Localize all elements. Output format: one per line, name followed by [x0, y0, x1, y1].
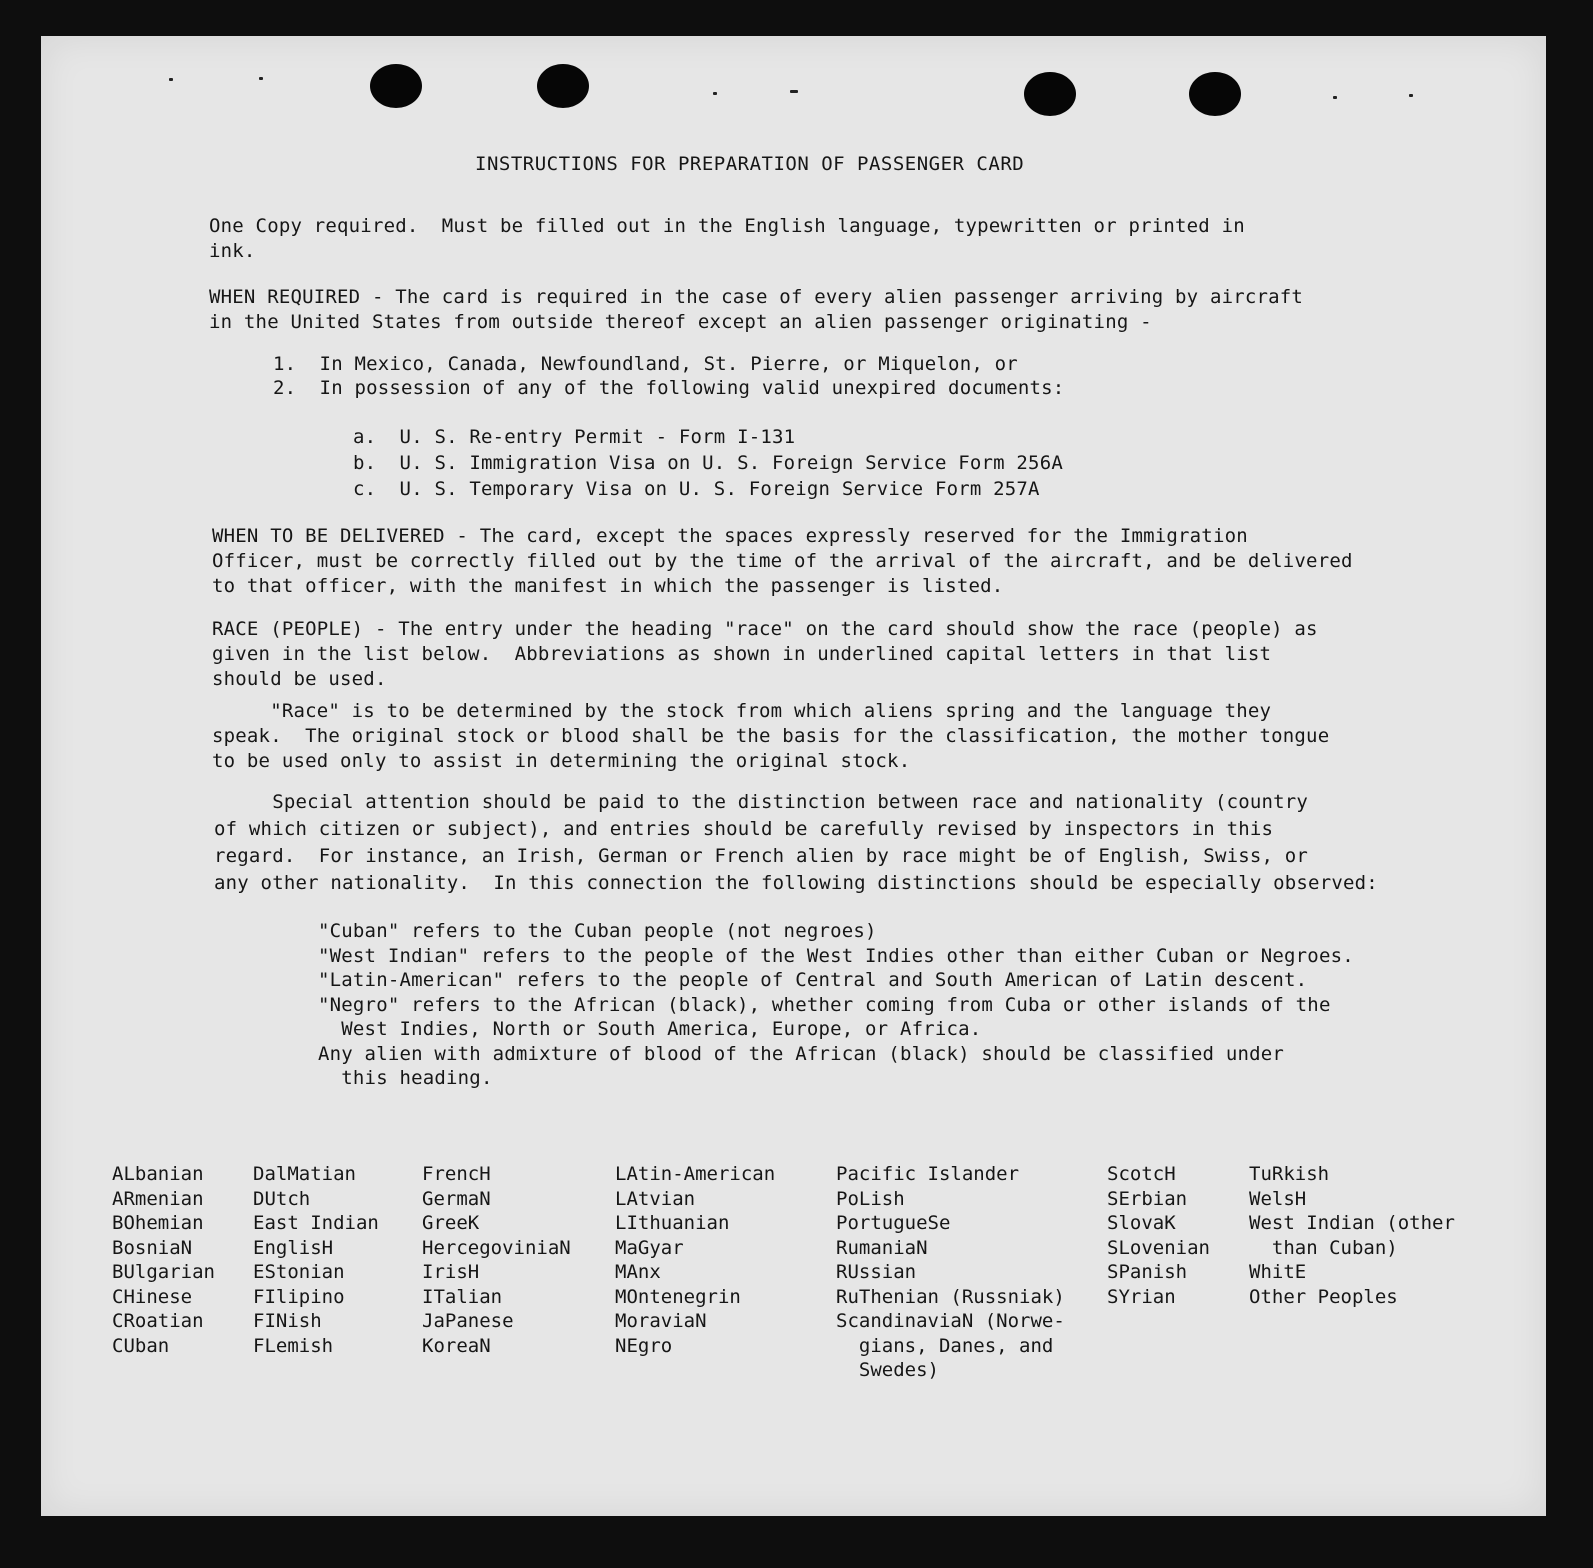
- race-entry: WelsH: [1249, 1187, 1307, 1210]
- race-entry: RUssian: [836, 1261, 917, 1283]
- race-entry: DUtch: [253, 1187, 311, 1210]
- race-entry: EnglisH: [253, 1236, 334, 1259]
- document-title: INSTRUCTIONS FOR PREPARATION OF PASSENGER CARD: [475, 153, 1025, 175]
- scan-speck: [1333, 96, 1337, 99]
- race-entry: RuThenian (Russniak): [836, 1285, 1065, 1308]
- race-entry: MOntenegrin: [615, 1285, 741, 1308]
- race-entry: FrencH: [422, 1163, 491, 1185]
- race-column: [1107, 1162, 1210, 1309]
- race-intro-paragraph: RACE (PEOPLE) - The entry under the heading "race" on the card should show the race (people) as given in the list below. Abbreviations as shown in underlined capital letters in that list should be used.: [212, 618, 1318, 690]
- race-entry: gians, Danes, and: [836, 1334, 1054, 1357]
- special-attention-paragraph: Special attention should be paid to the distinction between race and nationality (country of which citizen or subject), and entries should be carefully revised by inspectors in this regard. For instance, an Irish, German or French alien by race might be of English, Swiss, or any other nationality. In this connection the following distinctions should be especially observed:: [214, 791, 1378, 894]
- race-entry: CHinese: [112, 1285, 193, 1308]
- race-entry: TuRkish: [1249, 1163, 1330, 1185]
- scan-speck: [713, 92, 717, 95]
- race-entry: WhitE: [1249, 1261, 1307, 1283]
- scan-speck: [259, 77, 263, 80]
- race-entry: Pacific Islander: [836, 1163, 1020, 1185]
- race-entry: FINish: [253, 1310, 322, 1332]
- document-page: [41, 36, 1546, 1516]
- race-entry: Swedes): [836, 1359, 939, 1381]
- race-entry: ARmenian: [112, 1187, 204, 1210]
- race-entry: GreeK: [422, 1212, 480, 1234]
- race-column: [1249, 1162, 1455, 1309]
- race-entry: MoraviaN: [615, 1310, 707, 1332]
- race-column: [253, 1162, 379, 1358]
- race-entry: BOhemian: [112, 1212, 204, 1234]
- race-entry: MaGyar: [615, 1236, 684, 1259]
- race-entry: LIthuanian: [615, 1212, 730, 1234]
- race-column: [836, 1162, 1065, 1383]
- punch-hole: [370, 64, 422, 108]
- race-entry: CUban: [112, 1334, 170, 1357]
- race-entry: SlovaK: [1107, 1212, 1176, 1234]
- punch-hole: [1189, 72, 1241, 116]
- race-entry: EStonian: [253, 1261, 345, 1283]
- race-entry: MAnx: [615, 1261, 661, 1283]
- race-entry: SErbian: [1107, 1187, 1188, 1210]
- punch-hole: [537, 64, 589, 108]
- exceptions-list: 1. In Mexico, Canada, Newfoundland, St. Pierre, or Miquelon, or 2. In possession of any of the following valid unexpired documents:: [273, 353, 1065, 399]
- race-entry: PortugueSe: [836, 1212, 951, 1234]
- race-entry: SYrian: [1107, 1285, 1176, 1308]
- race-entry: GermaN: [422, 1187, 491, 1210]
- race-entry: BUlgarian: [112, 1261, 215, 1283]
- race-entry: LAtvian: [615, 1187, 696, 1210]
- race-entry: CRoatian: [112, 1310, 204, 1332]
- race-column: [422, 1162, 571, 1358]
- race-entry: PoLish: [836, 1187, 905, 1210]
- race-entry: KoreaN: [422, 1334, 491, 1357]
- when-delivered-paragraph: WHEN TO BE DELIVERED - The card, except the spaces expressly reserved for the Immigration Officer, must be correctly filled out by the time of the arrival of the aircraft, and be delivered to that officer, with the manifest in which the passenger is listed.: [212, 525, 1353, 597]
- race-entry: East Indian: [253, 1212, 379, 1234]
- race-entry: Other Peoples: [1249, 1285, 1398, 1308]
- race-entry: IrisH: [422, 1261, 480, 1283]
- race-entry: NEgro: [615, 1334, 673, 1357]
- race-entry: HercegoviniaN: [422, 1236, 571, 1259]
- intro-paragraph: One Copy required. Must be filled out in the English language, typewritten or printed in ink.: [209, 215, 1245, 262]
- race-definition-paragraph: "Race" is to be determined by the stock from which aliens spring and the language they speak. The original stock or blood shall be the basis for the classification, the mother tongue to be used only to assist in determining the original stock.: [212, 700, 1330, 772]
- race-entry: than Cuban): [1249, 1236, 1398, 1259]
- race-entry: SPanish: [1107, 1261, 1188, 1283]
- race-entry: West Indian (other: [1249, 1212, 1455, 1234]
- race-entry: ScandinaviaN (Norwe-: [836, 1310, 1065, 1332]
- race-entry: ITalian: [422, 1285, 503, 1308]
- race-entry: FLemish: [253, 1334, 334, 1357]
- race-entry: DalMatian: [253, 1163, 356, 1185]
- scan-speck: [790, 90, 798, 93]
- race-entry: FIlipino: [253, 1285, 345, 1308]
- scan-speck: [169, 78, 173, 81]
- race-column: [615, 1162, 775, 1358]
- race-entry: RumaniaN: [836, 1236, 928, 1259]
- race-entry: BosniaN: [112, 1236, 193, 1259]
- race-entry: LAtin-American: [615, 1163, 776, 1185]
- distinctions-list: "Cuban" refers to the Cuban people (not negroes) "West Indian" refers to the people of the West Indies other than either Cuban or Negroes. "Latin-American" refers to the people of Central and South American of Latin descent. "Negro" refers to the African (black), whether coming from Cuba or other islands of the West Indies, North or South America, Europe, or Africa. Any alien with admixture of blood of the African (black) should be classified under this heading.: [318, 920, 1354, 1089]
- when-required-paragraph: WHEN REQUIRED - The card is required in the case of every alien passenger arriving by aircraft in the United States from outside thereof except an alien passenger originating -: [209, 286, 1304, 333]
- race-entry: SLovenian: [1107, 1236, 1210, 1259]
- race-entry: ALbanian: [112, 1163, 204, 1185]
- race-entry: JaPanese: [422, 1310, 514, 1332]
- documents-list: a. U. S. Re-entry Permit - Form I-131 b. U. S. Immigration Visa on U. S. Foreign Service Form 256A c. U. S. Temporary Visa on U. S. Foreign Service Form 257A: [353, 426, 1063, 500]
- scan-speck: [1409, 94, 1413, 97]
- race-entry: ScotcH: [1107, 1163, 1176, 1185]
- race-column: [112, 1162, 215, 1358]
- punch-hole: [1024, 72, 1076, 116]
